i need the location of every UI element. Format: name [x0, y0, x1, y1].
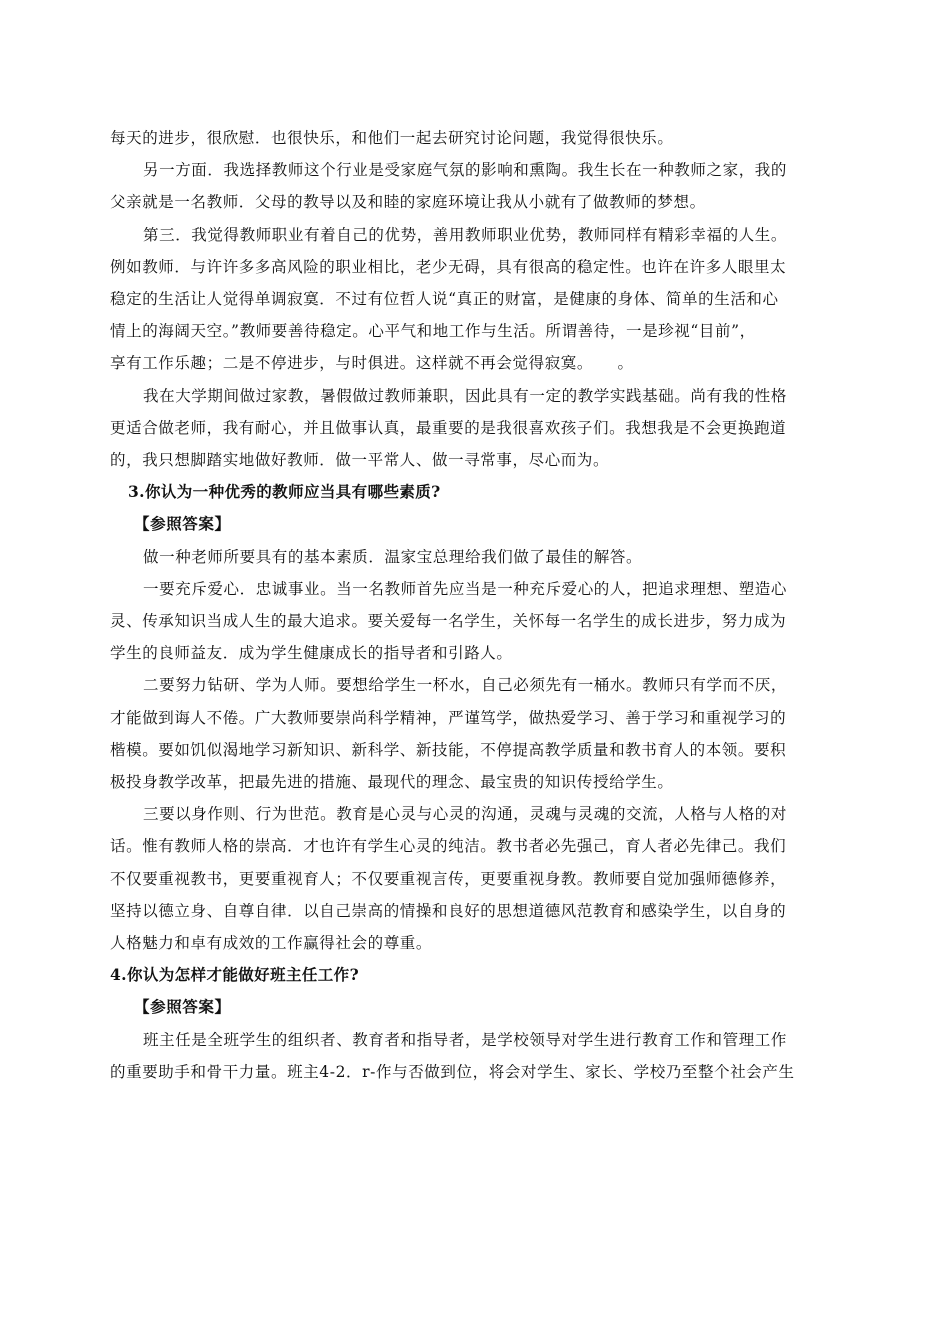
reference-answer-label: 【参照答案】 [134, 514, 231, 534]
text-line: 坚持以德立身、自尊自律．以自己崇高的情操和良好的思想道德风范教育和感染学生，以自身的 [110, 901, 787, 920]
paragraph-continuation [110, 1056, 830, 1088]
paragraph-continuation [110, 702, 830, 799]
text-line: 极投身教学改革，把最先进的措施、最现代的理念、最宝贵的知识传授给学生。 [110, 773, 674, 792]
text-line: 不仅要重视教书，更要重视育人；不仅要重视言传，更要重视身教。教师要自觉加强师德修养， [110, 869, 787, 888]
paragraph-continuation [110, 186, 830, 218]
text-line: 一要充斥爱心．忠诚事业。当一名教师首先应当是一种充斥爱心的人，把追求理想、塑造心 [143, 579, 788, 598]
text-line: 享有工作乐趣；二是不停进步，与时俱进。这样就不再会觉得寂寞。 。 [110, 354, 634, 373]
paragraph [110, 122, 830, 154]
paragraph-continuation [110, 251, 830, 380]
text-line: 例如教师．与许许多多高风险的职业相比，老少无碍，具有很高的稳定性。也许在许多人眼里太 [110, 257, 787, 276]
text-line: 三要以身作则、行为世范。教育是心灵与心灵的沟通，灵魂与灵魂的交流，人格与人格的对 [143, 805, 788, 824]
text-line: 父亲就是一名教师．父母的教导以及和睦的家庭环境让我从小就有了做教师的梦想。 [110, 193, 706, 212]
text-line: 二要努力钻研、学为人师。要想给学生一杯水，自己必须先有一桶水。教师只有学而不厌， [143, 676, 788, 695]
paragraph [110, 380, 830, 412]
paragraph [110, 669, 830, 701]
text-line: 我在大学期间做过家教，暑假做过教师兼职，因此具有一定的教学实践基础。尚有我的性格 [143, 386, 788, 405]
text-line: 班主任是全班学生的组织者、教育者和指导者，是学校领导对学生进行教育工作和管理工作 [143, 1030, 788, 1049]
paragraph-continuation [110, 605, 830, 669]
question-heading: 4.你认为怎样才能做好班主任工作? [110, 965, 360, 985]
text-line: 灵、传承知识当成人生的最大追求。要关爱每一名学生，关怀每一名学生的成长进步，努力成为 [110, 612, 787, 631]
document-page [110, 122, 830, 1088]
text-line: 另一方面．我选择教师这个行业是受家庭气氛的影响和熏陶。我生长在一种教师之家，我的 [143, 161, 788, 180]
paragraph [110, 219, 830, 251]
paragraph [110, 541, 830, 573]
text-line: 楷模。要如饥似渴地学习新知识、新科学、新技能，不停提高教学质量和教书育人的本领。要积 [110, 740, 787, 759]
text-line: 才能做到诲人不倦。广大教师要崇尚科学精神，严谨笃学，做热爱学习、善于学习和重视学习的 [110, 708, 787, 727]
text-line: 话。惟有教师人格的崇高．才也许有学生心灵的纯洁。教书者必先强己，育人者必先律己。我们 [110, 837, 787, 856]
text-line: 更适合做老师，我有耐心，并且做事认真，最重要的是我很喜欢孩子们。我想我是不会更换跑道 [110, 418, 787, 437]
text-line: 的重要助手和骨干力量。班主4-2．r-作与否做到位，将会对学生、家长、学校乃至整个社会产生 [110, 1062, 795, 1081]
text-line: 做一种老师所要具有的基本素质．温家宝总理给我们做了最佳的解答。 [143, 547, 643, 566]
text-line: 第三．我觉得教师职业有着自己的优势，善用教师职业优势，教师同样有精彩幸福的人生。 [143, 225, 788, 244]
text-line: 每天的进步，很欣慰．也很快乐，和他们一起去研究讨论问题，我觉得很快乐。 [110, 129, 674, 147]
text-line: 学生的良师益友．成为学生健康成长的指导者和引路人。 [110, 644, 513, 663]
paragraph [110, 573, 830, 605]
paragraph-continuation [110, 830, 830, 959]
paragraph [110, 798, 830, 830]
text-line: 情上的海阔天空。”教师要善待稳定。心平气和地工作与生活。所谓善待，一是珍视“目前”， [110, 322, 756, 341]
question-heading: 3.你认为一种优秀的教师应当具有哪些素质? [128, 482, 441, 502]
paragraph [110, 154, 830, 186]
text-line: 人格魅力和卓有成效的工作赢得社会的尊重。 [110, 934, 433, 953]
reference-answer-label: 【参照答案】 [134, 997, 231, 1017]
paragraph [110, 1024, 830, 1056]
text-line: 稳定的生活让人觉得单调寂寞．不过有位哲人说“真正的财富，是健康的身体、简单的生活和心 [110, 290, 779, 309]
paragraph-continuation [110, 412, 830, 476]
text-line: 的，我只想脚踏实地做好教师．做一平常人、做一寻常事，尽心而为。 [110, 451, 610, 470]
